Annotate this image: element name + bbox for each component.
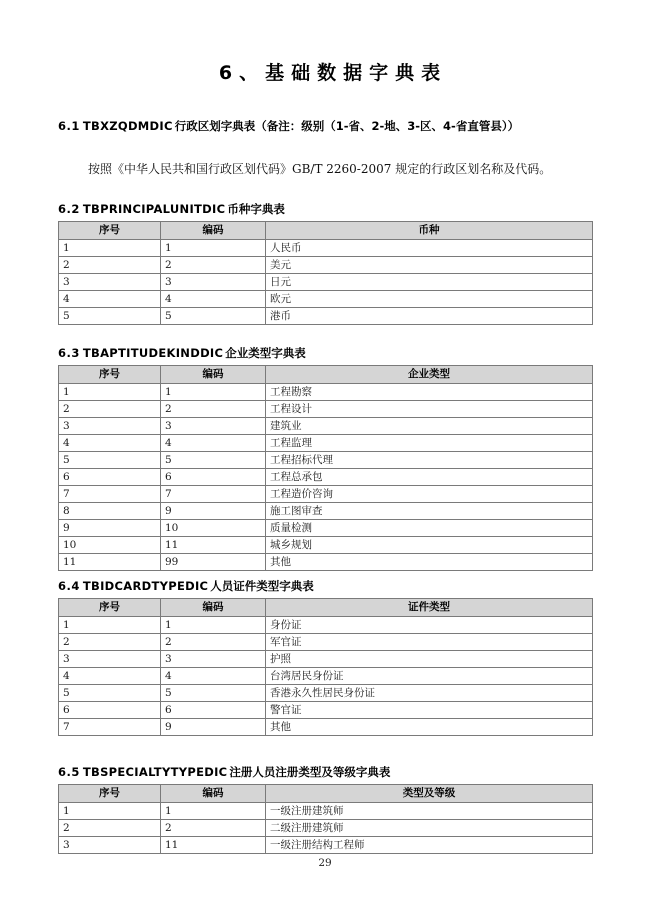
cell-code: 5 [161, 685, 266, 702]
cell-code: 1 [161, 803, 266, 820]
cell-value: 一级注册建筑师 [266, 803, 593, 820]
cell-value: 台湾居民身份证 [266, 668, 593, 685]
cell-value: 工程造价咨询 [266, 486, 593, 503]
section-code-6-3: TBAPTITUDEKINDDIC [82, 346, 224, 360]
cell-value: 工程总承包 [266, 469, 593, 486]
section-heading-6-5 [58, 764, 390, 780]
cell-seq: 7 [59, 486, 161, 503]
table-row [59, 257, 593, 274]
table-row [59, 617, 593, 634]
column-header-code: 编码 [161, 366, 266, 384]
table-row [59, 803, 593, 820]
cell-value: 香港永久性居民身份证 [266, 685, 593, 702]
cell-value: 护照 [266, 651, 593, 668]
cell-value: 港币 [266, 308, 593, 325]
cell-code: 2 [161, 257, 266, 274]
table-header-row [59, 222, 593, 240]
cell-seq: 5 [59, 452, 161, 469]
table-row [59, 554, 593, 571]
cell-code: 99 [161, 554, 266, 571]
column-header-seq: 序号 [59, 366, 161, 384]
cell-value: 日元 [266, 274, 593, 291]
table-row [59, 240, 593, 257]
cell-seq: 6 [59, 469, 161, 486]
cell-code: 7 [161, 486, 266, 503]
cell-value: 城乡规划 [266, 537, 593, 554]
column-header-code: 编码 [161, 785, 266, 803]
table-row [59, 486, 593, 503]
table-row [59, 469, 593, 486]
section-heading-6-1 [58, 118, 519, 134]
page-number: 29 [318, 857, 332, 869]
cell-code: 5 [161, 308, 266, 325]
cell-code: 9 [161, 719, 266, 736]
cell-value: 军官证 [266, 634, 593, 651]
cell-code: 3 [161, 274, 266, 291]
cell-value: 工程设计 [266, 401, 593, 418]
section-number-6-4: 6.4 [58, 579, 80, 593]
table-header-row [59, 599, 593, 617]
cell-seq: 2 [59, 401, 161, 418]
cell-seq: 8 [59, 503, 161, 520]
column-header-code: 编码 [161, 599, 266, 617]
cell-value: 欧元 [266, 291, 593, 308]
section-name-6-4: 人员证件类型字典表 [210, 579, 314, 593]
cell-value: 警官证 [266, 702, 593, 719]
table-row [59, 384, 593, 401]
cell-value: 人民币 [266, 240, 593, 257]
cell-seq: 4 [59, 435, 161, 452]
cell-seq: 4 [59, 668, 161, 685]
cell-code: 9 [161, 503, 266, 520]
cell-seq: 6 [59, 702, 161, 719]
table-row [59, 520, 593, 537]
column-header-seq: 序号 [59, 222, 161, 240]
cell-seq: 4 [59, 291, 161, 308]
column-header-value: 币种 [266, 222, 593, 240]
cell-seq: 3 [59, 274, 161, 291]
dict-table-currency [58, 221, 593, 325]
cell-code: 5 [161, 452, 266, 469]
cell-seq: 2 [59, 257, 161, 274]
section-heading-6-2 [58, 201, 285, 217]
section-code-6-1: TBXZQDMDIC [82, 119, 173, 133]
table-header-row [59, 785, 593, 803]
cell-code: 2 [161, 634, 266, 651]
table-row [59, 668, 593, 685]
section-number-6-1: 6.1 [58, 119, 80, 133]
table-row [59, 634, 593, 651]
cell-seq: 7 [59, 719, 161, 736]
column-header-seq: 序号 [59, 599, 161, 617]
column-header-value: 证件类型 [266, 599, 593, 617]
section-code-6-2: TBPRINCIPALUNITDIC [82, 202, 226, 216]
table-row [59, 452, 593, 469]
table-row [59, 435, 593, 452]
cell-value: 工程监理 [266, 435, 593, 452]
cell-seq: 3 [59, 651, 161, 668]
cell-code: 11 [161, 537, 266, 554]
cell-code: 6 [161, 469, 266, 486]
table-row [59, 503, 593, 520]
table-row [59, 651, 593, 668]
cell-value: 一级注册结构工程师 [266, 837, 593, 854]
table-row [59, 308, 593, 325]
cell-code: 4 [161, 668, 266, 685]
column-header-seq: 序号 [59, 785, 161, 803]
cell-value: 其他 [266, 719, 593, 736]
table-row [59, 274, 593, 291]
column-header-value: 类型及等级 [266, 785, 593, 803]
cell-seq: 5 [59, 308, 161, 325]
section-number-6-2: 6.2 [58, 202, 80, 216]
section-number-6-5: 6.5 [58, 765, 80, 779]
section-number-6-3: 6.3 [58, 346, 80, 360]
section-heading-6-3 [58, 345, 306, 361]
cell-value: 工程招标代理 [266, 452, 593, 469]
cell-code: 2 [161, 401, 266, 418]
dict-table-idcard-type [58, 598, 593, 736]
page-title: 6、基础数据字典表 [218, 62, 448, 84]
cell-value: 美元 [266, 257, 593, 274]
dict-table-specialty-type [58, 784, 593, 854]
column-header-code: 编码 [161, 222, 266, 240]
cell-value: 建筑业 [266, 418, 593, 435]
cell-code: 11 [161, 837, 266, 854]
cell-seq: 1 [59, 384, 161, 401]
cell-code: 3 [161, 418, 266, 435]
section-name-6-5: 注册人员注册类型及等级字典表 [229, 765, 391, 779]
column-header-value: 企业类型 [266, 366, 593, 384]
cell-code: 1 [161, 617, 266, 634]
table-row [59, 291, 593, 308]
table-row [59, 719, 593, 736]
cell-seq: 1 [59, 240, 161, 257]
cell-value: 身份证 [266, 617, 593, 634]
cell-seq: 1 [59, 803, 161, 820]
cell-code: 6 [161, 702, 266, 719]
cell-code: 1 [161, 384, 266, 401]
cell-seq: 9 [59, 520, 161, 537]
section-name-6-3: 企业类型字典表 [225, 346, 306, 360]
cell-seq: 3 [59, 418, 161, 435]
cell-value: 其他 [266, 554, 593, 571]
cell-value: 施工图审查 [266, 503, 593, 520]
table-row [59, 418, 593, 435]
cell-code: 4 [161, 291, 266, 308]
table-row [59, 820, 593, 837]
section-heading-6-4 [58, 578, 314, 594]
table-row [59, 837, 593, 854]
table-row [59, 702, 593, 719]
cell-value: 工程勘察 [266, 384, 593, 401]
cell-seq: 1 [59, 617, 161, 634]
section-name-6-2: 币种字典表 [227, 202, 285, 216]
cell-code: 3 [161, 651, 266, 668]
dict-table-enterprise-type [58, 365, 593, 571]
cell-seq: 2 [59, 634, 161, 651]
cell-code: 2 [161, 820, 266, 837]
cell-seq: 5 [59, 685, 161, 702]
cell-seq: 10 [59, 537, 161, 554]
section-code-6-4: TBIDCARDTYPEDIC [82, 579, 209, 593]
section-paragraph-6-1: 按照《中华人民共和国行政区划代码》GB/T 2260-2007 规定的行政区划名称及代码。 [88, 162, 552, 176]
cell-value: 质量检测 [266, 520, 593, 537]
cell-code: 4 [161, 435, 266, 452]
table-header-row [59, 366, 593, 384]
cell-seq: 2 [59, 820, 161, 837]
cell-code: 10 [161, 520, 266, 537]
cell-seq: 3 [59, 837, 161, 854]
cell-seq: 11 [59, 554, 161, 571]
table-row [59, 401, 593, 418]
section-code-6-5: TBSPECIALTYTYPEDIC [82, 765, 228, 779]
cell-code: 1 [161, 240, 266, 257]
table-row [59, 537, 593, 554]
table-row [59, 685, 593, 702]
section-name-6-1: 行政区划字典表（备注：级别（1-省、2-地、3-区、4-省直管县）） [174, 119, 520, 133]
cell-value: 二级注册建筑师 [266, 820, 593, 837]
